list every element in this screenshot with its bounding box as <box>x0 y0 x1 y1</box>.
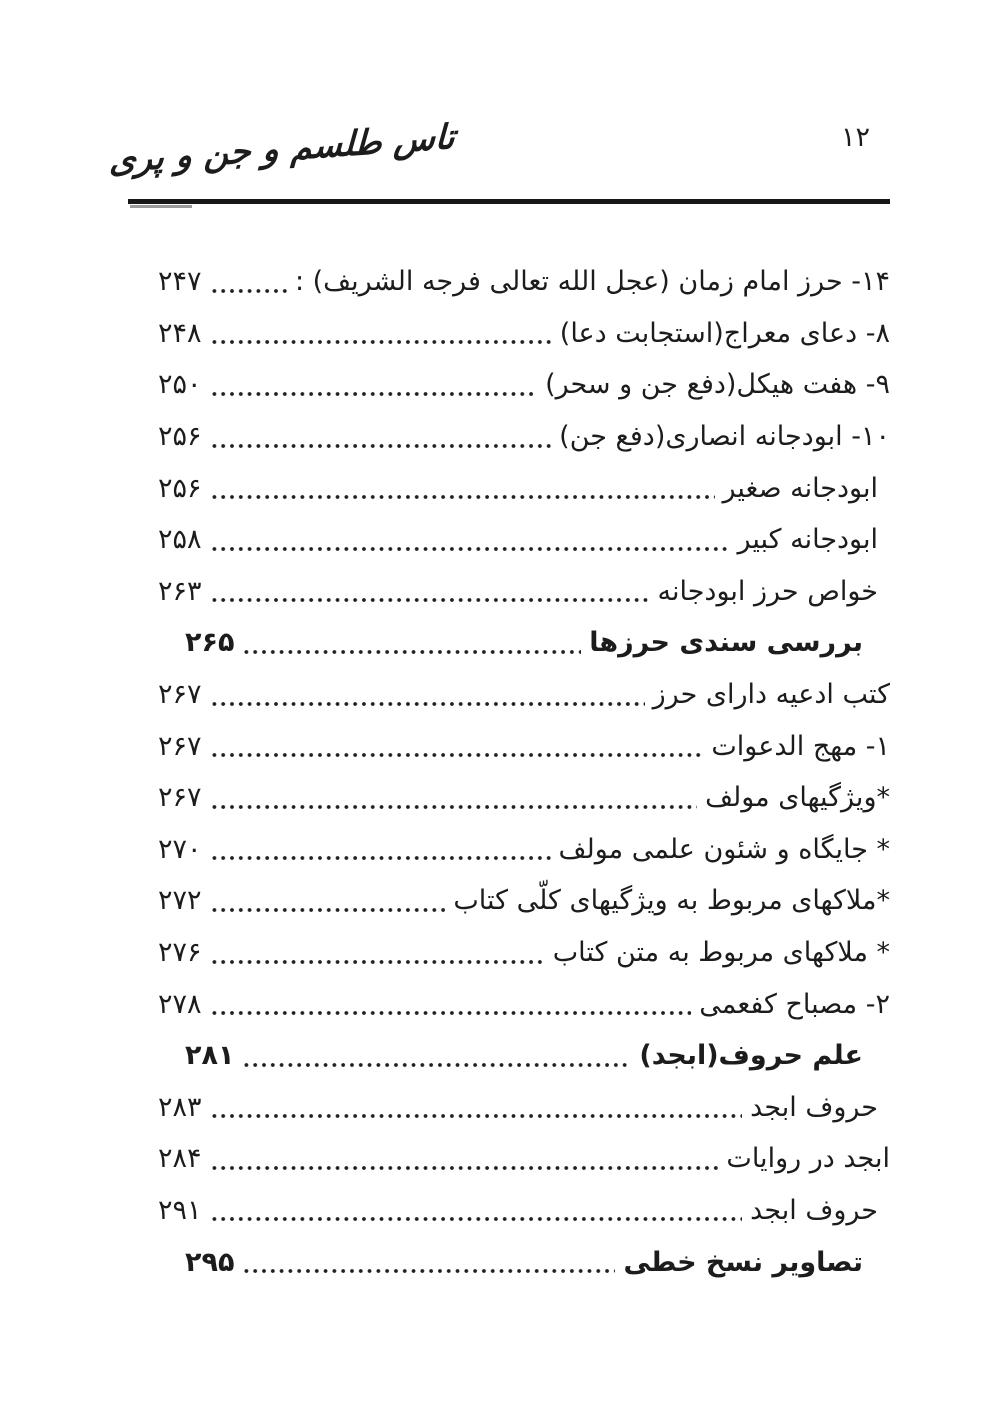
toc-entry-page: ۲۵۶ <box>158 472 202 504</box>
toc-entry-page: ۲۸۱ <box>185 1040 235 1072</box>
toc-entry-page: ۲۵۸ <box>158 524 202 556</box>
toc-entry <box>158 927 890 979</box>
toc-entry <box>158 411 890 463</box>
toc-entry <box>158 359 890 411</box>
toc-entry <box>158 1185 890 1237</box>
toc-entry <box>158 308 890 360</box>
toc-entry <box>158 462 890 514</box>
toc-entry-title: کتب ادعیه دارای حرز <box>652 679 890 711</box>
toc-entry-page: ۲۴۸ <box>158 317 202 349</box>
toc-entry <box>158 514 890 566</box>
toc-entry-page: ۲۸۴ <box>158 1143 202 1175</box>
toc-entry-title: حروف ابجد <box>750 1194 878 1226</box>
toc-entry-title: ۹- هفت هیکل(دفع جن و سحر) <box>545 369 890 401</box>
toc-entry-page: ۲۹۵ <box>185 1246 235 1278</box>
toc-entry <box>158 1082 890 1134</box>
toc-entry-page: ۲۶۷ <box>158 679 202 711</box>
toc-entry-title: * جایگاه و شئون علمی مولف <box>558 833 890 865</box>
dot-leader <box>210 339 552 345</box>
toc-entry-title: ۸- دعای معراج(استجابت دعا) <box>559 317 890 349</box>
header-rule <box>128 199 890 204</box>
toc-entry-page: ۲۸۳ <box>158 1091 202 1123</box>
dot-leader <box>210 752 704 758</box>
toc-entry-title: بررسی سندی حرزها <box>589 627 863 659</box>
dot-leader <box>210 1010 692 1016</box>
dot-leader <box>210 855 551 861</box>
toc-entry-title: *ملاکهای مربوط به ویژگیهای کلّی کتاب <box>453 885 890 917</box>
toc-entry-title: خواص حرز ابودجانه <box>657 575 878 607</box>
toc-entry-title: ابجد در روایات <box>726 1143 890 1175</box>
toc-entry <box>158 720 890 772</box>
dot-leader <box>210 907 446 913</box>
toc-entry <box>158 978 890 1030</box>
toc-entry-page: ۲۵۰ <box>158 369 202 401</box>
toc-entry-title: ۱۰- ابودجانه انصاری(دفع جن) <box>559 421 890 453</box>
running-head-title: تاس طلسم و جن و پری <box>108 116 456 182</box>
toc-entry-page: ۲۵۶ <box>158 421 202 453</box>
toc-entry-page: ۲۶۷ <box>158 730 202 762</box>
dot-leader <box>210 1165 719 1171</box>
dot-leader <box>210 804 698 810</box>
toc-entry-page: ۲۷۸ <box>158 988 202 1020</box>
dot-leader <box>242 1062 631 1068</box>
dot-leader <box>210 391 538 397</box>
toc-entry-page: ۲۷۲ <box>158 885 202 917</box>
toc-section-heading <box>158 1236 890 1288</box>
dot-leader <box>210 597 650 603</box>
dot-leader <box>210 959 545 965</box>
toc-entry-title: ۱۴- حرز امام زمان (عجل الله تعالی فرجه الشریف) : <box>294 266 890 298</box>
dot-leader <box>210 443 552 449</box>
dot-leader <box>242 649 581 655</box>
dot-leader <box>242 1268 615 1274</box>
toc-section-heading <box>158 1030 890 1082</box>
toc-entry <box>158 824 890 876</box>
dot-leader <box>210 1113 743 1119</box>
toc-entry <box>158 875 890 927</box>
toc-entry-page: ۲۶۷ <box>158 782 202 814</box>
toc-section-heading <box>158 617 890 669</box>
toc-entry <box>158 256 890 308</box>
toc-entry-page: ۲۷۰ <box>158 833 202 865</box>
dot-leader <box>210 494 715 500</box>
toc-entry-title: * ملاکهای مربوط به متن کتاب <box>552 937 890 969</box>
toc-entry <box>158 772 890 824</box>
dot-leader <box>210 701 645 707</box>
dot-leader <box>210 288 287 294</box>
toc-entry-title: علم حروف(ابجد) <box>639 1040 863 1072</box>
table-of-contents <box>158 256 890 1288</box>
toc-entry <box>158 1133 890 1185</box>
toc-entry-title: *ویژگیهای مولف <box>705 782 890 814</box>
dot-leader <box>210 1216 743 1222</box>
toc-entry-title: حروف ابجد <box>750 1091 878 1123</box>
toc-entry-title: ۲- مصباح کفعمی <box>699 988 890 1020</box>
dot-leader <box>210 546 730 552</box>
toc-entry-title: ۱- مهج الدعوات <box>711 730 890 762</box>
toc-entry-page: ۲۷۶ <box>158 937 202 969</box>
toc-entry-page: ۲۶۵ <box>185 627 235 659</box>
toc-entry-title: تصاویر نسخ خطی <box>623 1246 863 1278</box>
toc-entry-page: ۲۹۱ <box>158 1194 202 1226</box>
toc-entry <box>158 669 890 721</box>
toc-entry-page: ۲۶۳ <box>158 575 202 607</box>
toc-entry-title: ابودجانه صغیر <box>722 472 878 504</box>
toc-entry-title: ابودجانه کبیر <box>737 524 878 556</box>
toc-entry-page: ۲۴۷ <box>158 266 202 298</box>
page-number: ۱۲ <box>840 122 870 153</box>
toc-entry <box>158 566 890 618</box>
